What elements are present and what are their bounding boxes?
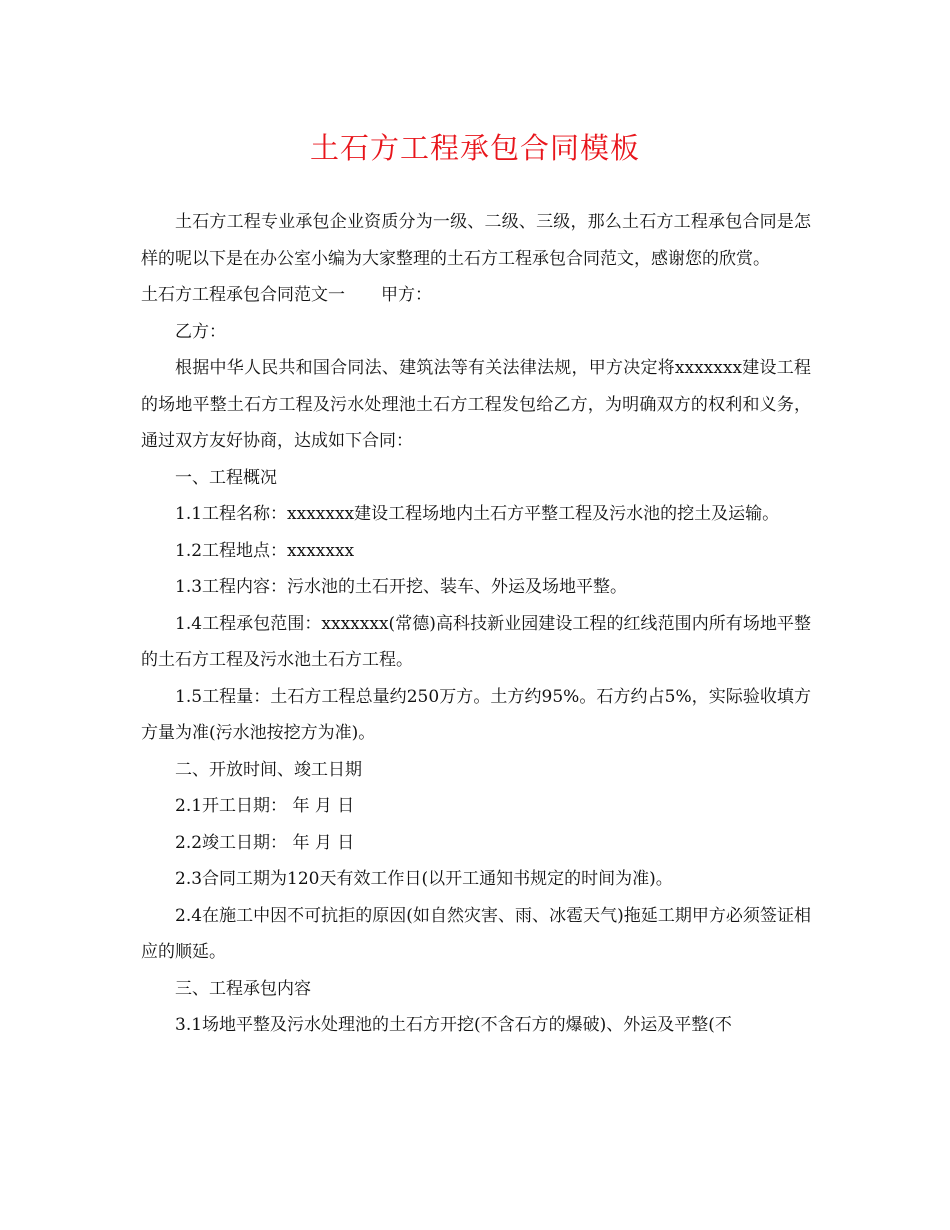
clause-1-1: 1.1工程名称：xxxxxxx建设工程场地内土石方平整工程及污水池的挖土及运输。 <box>175 504 780 524</box>
document-body <box>141 204 811 1044</box>
clause-1-4: 1.4工程承包范围：xxxxxxx(常德)高科技新业园建设工程的红线范围内所有场地平整的土石方工程及污水池土石方工程。 <box>141 613 811 670</box>
document-title: 土石方工程承包合同模板 <box>309 131 640 165</box>
party-b-label: 乙方： <box>175 321 226 342</box>
section-2-title: 二、开放时间、竣工日期 <box>175 759 362 780</box>
clause-2-4: 2.4在施工中因不可抗拒的原因(如自然灾害、雨、冰雹天气)拖延工期甲方必须签证相应的顺延。 <box>141 905 811 962</box>
clause-2-3: 2.3合同工期为120天有效工作日(以开工通知书规定的时间为准)。 <box>175 869 673 889</box>
sample-heading-line <box>141 277 811 314</box>
preamble-paragraph: 根据中华人民共和国合同法、建筑法等有关法律法规，甲方决定将xxxxxxx建设工程的场地平整土石方工程及污水处理池土石方工程发包给乙方，为明确双方的权利和义务，通过双方友好协商，达成如下合同： <box>141 358 811 451</box>
intro-paragraph: 土石方工程专业承包企业资质分为一级、二级、三级，那么土石方工程承包合同是怎样的呢以下是在办公室小编为大家整理的土石方工程承包合同范文，感谢您的欣赏。 <box>141 212 811 269</box>
party-a-label: 甲方： <box>381 285 432 305</box>
clause-2-2: 2.2竣工日期： 年 月 日 <box>175 832 355 853</box>
clause-1-2: 1.2工程地点：xxxxxxx <box>175 540 355 561</box>
clause-1-3: 1.3工程内容：污水池的土石开挖、装车、外运及场地平整。 <box>175 577 628 597</box>
sample-heading: 土石方工程承包合同范文一 <box>141 285 345 305</box>
section-1-title: 一、工程概况 <box>175 467 277 488</box>
clause-1-5: 1.5工程量：土石方工程总量约250万方。土方约95%。石方约占5%，实际验收填方方量为准(污水池按挖方为准)。 <box>141 686 811 743</box>
section-3-title: 三、工程承包内容 <box>175 978 311 999</box>
clause-3-1: 3.1场地平整及污水处理池的土石方开挖(不含石方的爆破)、外运及平整(不 <box>175 1015 732 1035</box>
clause-2-1: 2.1开工日期： 年 月 日 <box>175 796 355 816</box>
